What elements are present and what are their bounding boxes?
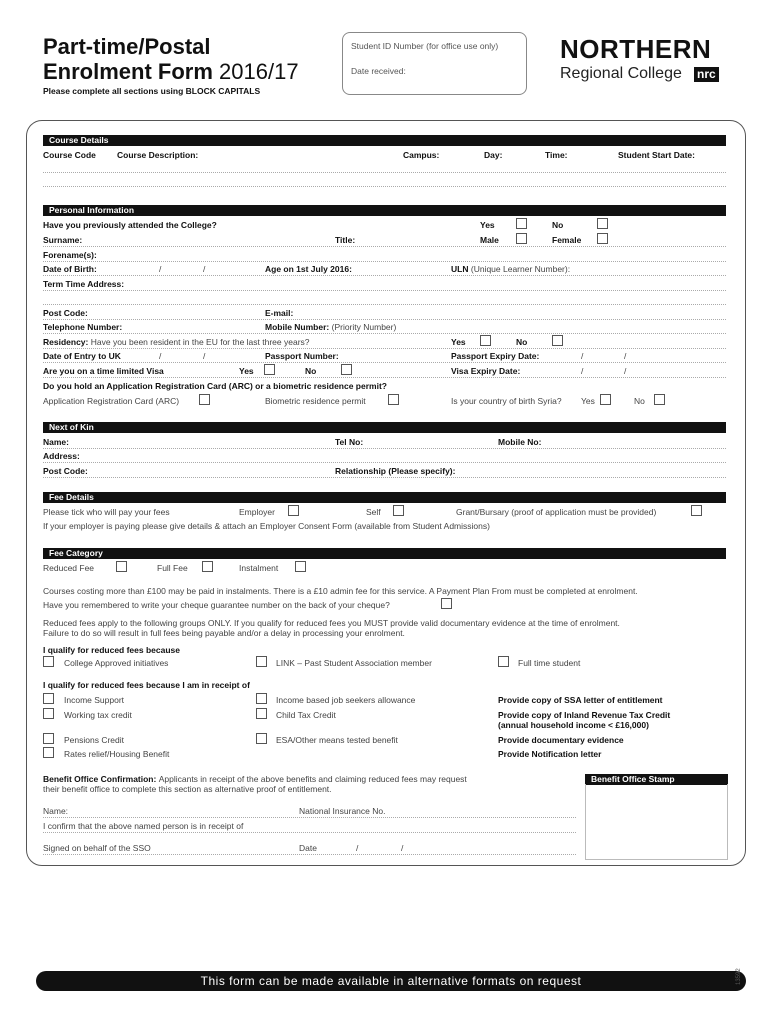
syria-yes-checkbox[interactable]	[600, 394, 611, 405]
employer-label: Employer	[239, 507, 275, 517]
employer-checkbox[interactable]	[288, 505, 299, 516]
college-logo-badge: nrc	[694, 67, 719, 82]
jsa-label: Income based job seekers allowance	[276, 695, 416, 705]
pensions-label: Pensions Credit	[64, 735, 125, 745]
age-label: Age on 1st July 2016:	[265, 264, 352, 274]
residency-label-text: Residency:	[43, 337, 89, 347]
fee-payer-question: Please tick who will pay your fees	[43, 507, 170, 517]
instalment-checkbox[interactable]	[295, 561, 306, 572]
signed-label: Signed on behalf of the SSO	[43, 843, 151, 853]
working-tax-checkbox[interactable]	[43, 708, 54, 719]
passport-slash-2: /	[624, 351, 627, 361]
section-personal-information: Personal Information	[43, 205, 726, 216]
form-title-line1: Part-time/Postal	[43, 34, 211, 59]
child-tax-checkbox[interactable]	[256, 708, 267, 719]
syria-question: Is your country of birth Syria?	[451, 396, 562, 406]
residency-question: Have you been resident in the EU for the last three years?	[90, 337, 310, 347]
postcode-line[interactable]	[43, 319, 726, 320]
rates-label: Rates relief/Housing Benefit	[64, 749, 170, 759]
surname-line[interactable]	[43, 246, 726, 247]
full-fee-checkbox[interactable]	[202, 561, 213, 572]
day-label: Day:	[484, 150, 503, 160]
dob-slash-1: /	[159, 264, 162, 274]
kin-postcode-line[interactable]	[43, 477, 726, 478]
office-use-box	[342, 32, 527, 95]
visa-yes-label: Yes	[239, 366, 254, 376]
link-label: LINK – Past Student Association member	[276, 658, 432, 668]
esa-checkbox[interactable]	[256, 733, 267, 744]
form-title-line2	[43, 59, 299, 84]
visa-yes-checkbox[interactable]	[264, 364, 275, 375]
uln-label	[451, 264, 570, 274]
working-tax-label: Working tax credit	[64, 710, 132, 720]
forenames-label: Forename(s):	[43, 250, 97, 260]
time-limited-visa-label: Are you on a time limited Visa	[43, 366, 164, 376]
benefit-text-2: their benefit office to complete this section as alternative proof of entitlement.	[43, 784, 332, 794]
entry-slash-1: /	[159, 351, 162, 361]
employer-note: If your employer is paying please give details & attach an Employer Consent Form (available from Student Admissions)	[43, 521, 490, 531]
benefit-text-1: Applicants in receipt of the above benefits and claiming reduced fees may request	[158, 774, 467, 784]
male-checkbox[interactable]	[516, 233, 527, 244]
fulltime-checkbox[interactable]	[498, 656, 509, 667]
instalment-label: Instalment	[239, 563, 279, 573]
term-address-line-1[interactable]	[43, 290, 726, 291]
link-checkbox[interactable]	[256, 656, 267, 667]
section-course-details: Course Details	[43, 135, 726, 146]
forenames-line[interactable]	[43, 261, 726, 262]
college-logo-name: NORTHERN	[560, 34, 712, 64]
grant-checkbox[interactable]	[691, 505, 702, 516]
income-support-label: Income Support	[64, 695, 125, 705]
kin-name-line[interactable]	[43, 448, 726, 449]
grant-label: Grant/Bursary (proof of application must be provided)	[456, 507, 657, 517]
dob-slash-2: /	[203, 264, 206, 274]
reduced-fee-checkbox[interactable]	[116, 561, 127, 572]
course-line-2[interactable]	[43, 186, 726, 187]
kin-mobile-label: Mobile No:	[498, 437, 542, 447]
attended-no-checkbox[interactable]	[597, 218, 608, 229]
male-label: Male	[480, 235, 499, 245]
mobile-label-text: Mobile Number:	[265, 322, 330, 332]
residency-yes-label: Yes	[451, 337, 466, 347]
syria-yes-label: Yes	[581, 396, 595, 406]
dob-line[interactable]	[43, 275, 726, 276]
brp-label: Biometric residence permit	[265, 396, 366, 406]
attended-yes-checkbox[interactable]	[516, 218, 527, 229]
college-logo-sub: Regional College	[560, 65, 682, 82]
reduced-note-1: Reduced fees apply to the following groups ONLY. If you qualify for reduced fees you MUST provide valid documentary evidence at the time of enrolment.	[43, 618, 620, 628]
form-code: 13592	[736, 968, 742, 985]
kin-postcode-label: Post Code:	[43, 466, 88, 476]
ssa-copy-label: Provide copy of SSA letter of entitlement	[498, 695, 663, 705]
inland-copy-label-1: Provide copy of Inland Revenue Tax Credit	[498, 710, 671, 720]
qualify-because-label: I qualify for reduced fees because	[43, 645, 180, 655]
passport-number-label: Passport Number:	[265, 351, 339, 361]
kin-name-label: Name:	[43, 437, 69, 447]
course-code-label: Course Code	[43, 150, 96, 160]
surname-label: Surname:	[43, 235, 83, 245]
passport-expiry-label: Passport Expiry Date:	[451, 351, 540, 361]
residency-no-label: No	[516, 337, 528, 347]
title-field-label: Title:	[335, 235, 356, 245]
inland-copy-label-2: (annual household income < £16,000)	[498, 720, 649, 730]
visa-line[interactable]	[43, 377, 726, 378]
qualify-receipt-label: I qualify for reduced fees because I am in receipt of	[43, 680, 250, 690]
pensions-checkbox[interactable]	[43, 733, 54, 744]
course-description-label: Course Description:	[117, 150, 199, 160]
income-support-checkbox[interactable]	[43, 693, 54, 704]
form-title-main: Enrolment Form	[43, 59, 213, 84]
attended-no-label: No	[552, 220, 564, 230]
arc-label: Application Registration Card (ARC)	[43, 396, 180, 406]
benefit-stamp-box	[585, 784, 728, 860]
child-tax-label: Child Tax Credit	[276, 710, 336, 720]
reduced-fee-label: Reduced Fee	[43, 563, 95, 573]
signed-line[interactable]	[43, 854, 576, 855]
kin-address-label: Address:	[43, 451, 80, 461]
confirm-label: I confirm that the above named person is in receipt of	[43, 821, 244, 831]
visa-no-checkbox[interactable]	[341, 364, 352, 375]
section-fee-details: Fee Details	[43, 492, 726, 503]
visa-expiry-label: Visa Expiry Date:	[451, 366, 521, 376]
form-title-year: 2016/17	[219, 59, 299, 84]
uln-note: (Unique Learner Number):	[470, 264, 571, 274]
section-fee-category: Fee Category	[43, 548, 726, 559]
kin-tel-label: Tel No:	[335, 437, 364, 447]
college-approved-checkbox[interactable]	[43, 656, 54, 667]
visa-slash-1: /	[581, 366, 584, 376]
attended-yes-label: Yes	[480, 220, 495, 230]
campus-label: Campus:	[403, 150, 440, 160]
residency-label	[43, 337, 310, 347]
date-received-label: Date received:	[351, 66, 406, 76]
start-date-label: Student Start Date:	[618, 150, 695, 160]
self-label: Self	[366, 507, 381, 517]
residency-no-checkbox[interactable]	[552, 335, 563, 346]
telephone-line[interactable]	[43, 333, 726, 334]
cheque-checkbox[interactable]	[441, 598, 452, 609]
benefit-name-label: Name:	[43, 806, 69, 816]
female-label: Female	[552, 235, 582, 245]
cheque-question: Have you remembered to write your cheque guarantee number on the back of your cheque?	[43, 600, 390, 610]
section-next-of-kin: Next of Kin	[43, 422, 726, 433]
kin-relationship-label: Relationship (Please specify):	[335, 466, 456, 476]
form-instruction: Please complete all sections using BLOCK CAPITALS	[43, 86, 261, 96]
entry-line[interactable]	[43, 362, 726, 363]
term-address-line-2[interactable]	[43, 304, 726, 305]
mobile-label	[265, 322, 396, 332]
syria-no-label: No	[634, 396, 645, 406]
benefit-date-slash-2: /	[401, 843, 404, 853]
telephone-label: Telephone Number:	[43, 322, 123, 332]
jsa-checkbox[interactable]	[256, 693, 267, 704]
passport-slash-1: /	[581, 351, 584, 361]
email-label: E-mail:	[265, 308, 294, 318]
kin-address-line[interactable]	[43, 462, 726, 463]
benefit-date-slash-1: /	[356, 843, 359, 853]
rates-checkbox[interactable]	[43, 747, 54, 758]
entry-slash-2: /	[203, 351, 206, 361]
self-checkbox[interactable]	[393, 505, 404, 516]
visa-no-label: No	[305, 366, 317, 376]
residency-line	[43, 348, 726, 349]
doc-evidence-label: Provide documentary evidence	[498, 735, 624, 745]
reduced-note-2: Failure to do so will result in full fees being payable and/or a delay in processing your enrolment.	[43, 628, 405, 638]
full-fee-label: Full Fee	[157, 563, 188, 573]
benefit-name-line[interactable]	[43, 817, 576, 818]
esa-label: ESA/Other means tested benefit	[276, 735, 398, 745]
entry-uk-label: Date of Entry to UK	[43, 351, 121, 361]
arc-question: Do you hold an Application Registration Card (ARC) or a biometric residence permit?	[43, 381, 387, 391]
residency-yes-checkbox[interactable]	[480, 335, 491, 346]
visa-slash-2: /	[624, 366, 627, 376]
postcode-label: Post Code:	[43, 308, 88, 318]
female-checkbox[interactable]	[597, 233, 608, 244]
course-line-1[interactable]	[43, 172, 726, 173]
mobile-note: (Priority Number)	[331, 322, 397, 332]
arc-checkbox[interactable]	[199, 394, 210, 405]
term-address-label: Term Time Address:	[43, 279, 125, 289]
attended-question: Have you previously attended the College?	[43, 220, 217, 230]
alternative-formats-banner: This form can be made available in alternative formats on request	[36, 971, 746, 991]
student-id-label: Student ID Number (for office use only)	[351, 41, 499, 51]
syria-no-checkbox[interactable]	[654, 394, 665, 405]
confirm-line[interactable]	[43, 832, 576, 833]
benefit-confirmation	[43, 774, 467, 784]
benefit-stamp-header: Benefit Office Stamp	[585, 774, 728, 785]
ni-label: National Insurance No.	[299, 806, 386, 816]
notification-label: Provide Notification letter	[498, 749, 602, 759]
time-label: Time:	[545, 150, 568, 160]
benefit-confirmation-label: Benefit Office Confirmation:	[43, 774, 157, 784]
dob-label: Date of Birth:	[43, 264, 97, 274]
fulltime-label: Full time student	[518, 658, 581, 668]
benefit-date-label: Date	[299, 843, 317, 853]
brp-checkbox[interactable]	[388, 394, 399, 405]
uln-abbrev: ULN	[451, 264, 469, 274]
college-approved-label: College Approved initiatives	[64, 658, 169, 668]
instalment-note: Courses costing more than £100 may be paid in instalments. There is a £10 admin fee for this service. A Payment Plan From must be completed at enrolment.	[43, 586, 638, 596]
